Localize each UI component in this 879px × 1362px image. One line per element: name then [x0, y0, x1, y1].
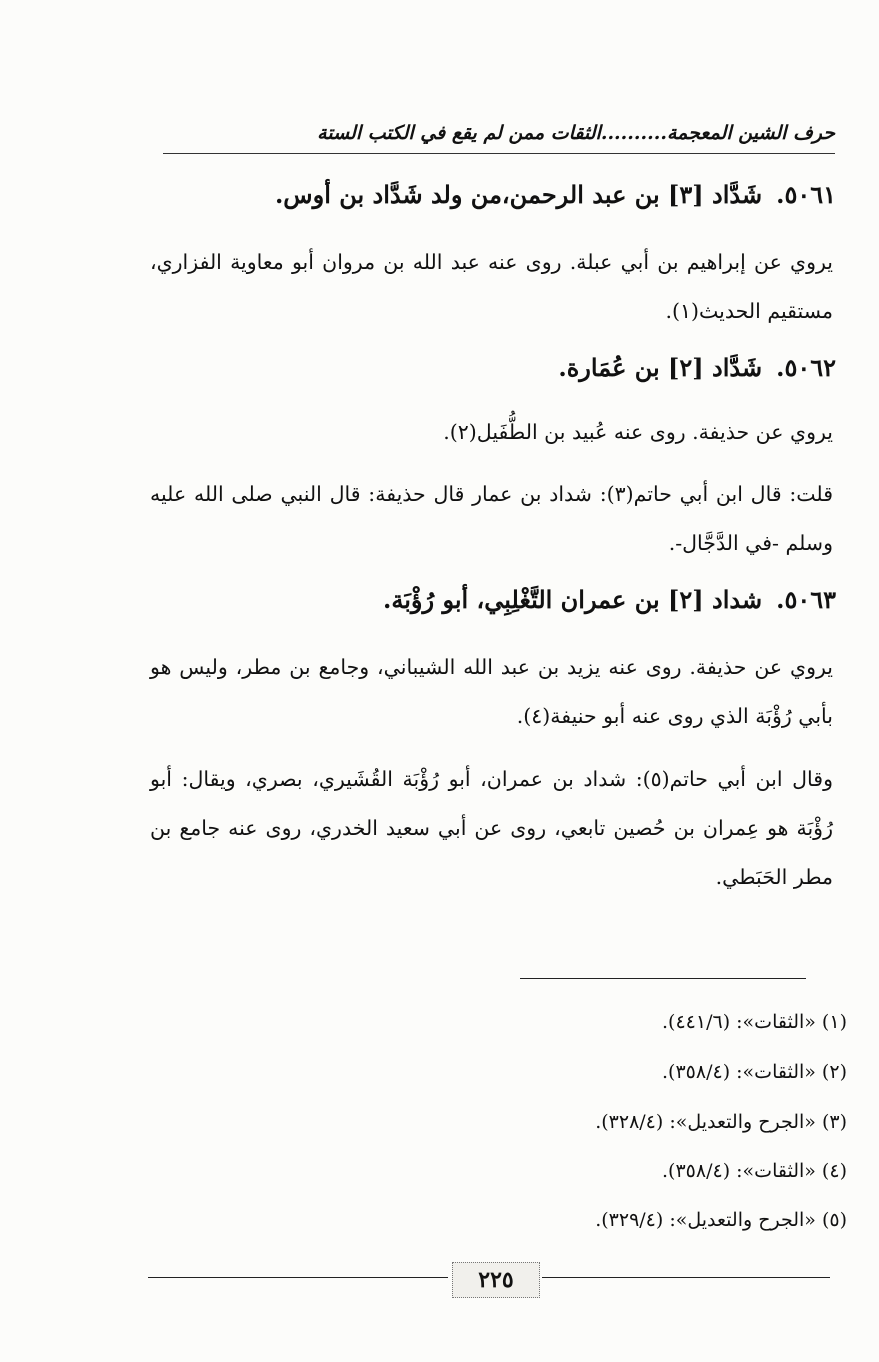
entry-paragraph: يروي عن إبراهيم بن أبي عبلة. روى عنه عبد الله بن مروان أبو معاوية الفزاري، مستقيم الحديث(١). — [150, 250, 833, 323]
header-rule — [163, 153, 835, 154]
footnote-separator — [520, 978, 806, 979]
footnote-4: (٤) «الثقات»: (٣٥٨/٤). — [662, 1160, 847, 1182]
entry-paragraph: يروي عن حذيفة. روى عنه عُبيد بن الطُّفَيل(٢). — [443, 420, 833, 444]
entry-heading: شَدَّاد [٢] بن عُمَارة. — [558, 353, 763, 382]
entry-title-5061 — [150, 180, 836, 209]
entry-number: ٥٠٦٣. — [776, 585, 836, 614]
footer-rule-right — [542, 1277, 830, 1278]
entry-paragraph: يروي عن حذيفة. روى عنه يزيد بن عبد الله الشيباني، وجامع بن مطر، وليس هو بأبي رُؤْبَة الذي روى عنه أبو حنيفة(٤). — [150, 655, 833, 728]
entry-title-5063 — [150, 585, 836, 614]
entry-title-5062 — [150, 353, 836, 382]
footnote-1: (١) «الثقات»: (٤٤١/٦). — [662, 1011, 847, 1033]
footnote-5: (٥) «الجرح والتعديل»: (٣٢٩/٤). — [595, 1209, 847, 1231]
entry-heading: شَدَّاد [٣] بن عبد الرحمن،من ولد شَدَّاد بن أوس. — [274, 180, 763, 209]
entry-paragraph: قلت: قال ابن أبي حاتم(٣): شداد بن عمار قال حذيفة: قال النبي صلى الله عليه وسلم -في الدَّجَّال-. — [150, 482, 833, 555]
entry-number: ٥٠٦٢. — [776, 353, 836, 382]
footnote-2: (٢) «الثقات»: (٣٥٨/٤). — [662, 1061, 847, 1083]
entry-paragraph: وقال ابن أبي حاتم(٥): شداد بن عمران، أبو رُؤْبَة القُشَيري، بصري، ويقال: أبو رُؤْبَة هو عِمران بن حُصين تابعي، روى عن أبي سعيد الخدري، روى عنه جامع بن مطر الحَبَطي. — [150, 767, 833, 889]
page-number: ٢٢٥ — [452, 1262, 540, 1298]
footer-rule-left — [148, 1277, 448, 1278]
running-header: حرف الشين المعجمة..........الثقات ممن لم يقع في الكتب الستة — [317, 122, 835, 144]
footnote-3: (٣) «الجرح والتعديل»: (٣٢٨/٤). — [595, 1111, 847, 1133]
entry-heading: شداد [٢] بن عمران التَّغْلِبِي، أبو رُؤْبَة. — [383, 585, 763, 614]
entry-number: ٥٠٦١. — [776, 180, 836, 209]
